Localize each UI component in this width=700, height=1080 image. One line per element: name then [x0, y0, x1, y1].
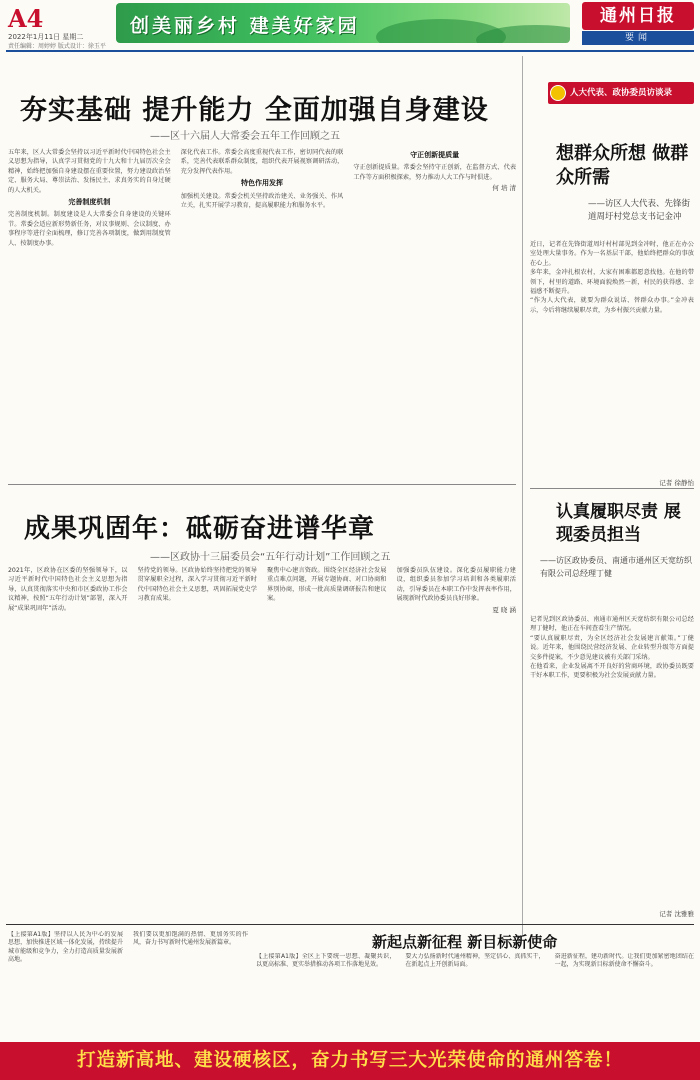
section-heading: 完善制度机制 [68, 198, 111, 207]
article2-subhead: ——区政协十三届委员会“五年行动计划”工作回顾之五 [150, 552, 391, 563]
bottom-rule [6, 924, 694, 925]
paragraph: 在他看来，企业发展离不开良好的营商环境，政协委员既要干好本职工作，更要积极为社会发展贡献力量。 [530, 663, 694, 680]
paragraph: 要大力弘扬新时代通州精神，坚定信心、真抓实干，在新起点上开创新局面。 [405, 953, 545, 969]
paragraph: 奋进新征程，建功新时代。让我们更加紧密地团结在一起，为实现新目标新使命不懈奋斗。 [554, 953, 694, 969]
paragraph: 记者见到区政协委员、南通市通州区天宽纺织有限公司总经理丁健时，他正在车间查看生产情况。 [530, 616, 694, 633]
article1-author: 何 培 清 [492, 184, 517, 193]
interview1-title: 想群众所想 做群众所需 [556, 143, 689, 188]
dateline: 2022年1月11日 星期二 [8, 33, 84, 41]
paragraph: 聚焦中心建言资政。围绕全区经济社会发展重点难点问题，开展专题协商、对口协商和界别协商，形成一批高质量调研报告和建议案。 [267, 567, 387, 603]
article-divider [8, 484, 516, 485]
paragraph: 坚持党的领导。区政协始终坚持把党的领导贯穿履职全过程，深入学习贯彻习近平新时代中国特色社会主义思想，巩固拓展党史学习教育成果。 [137, 567, 257, 603]
paragraph: 多年来，金冲扎根农村，大家有困难都愿意找他。在他的带领下，村里的道路、环境面貌焕然一新，村民的获得感、幸福感不断提升。 [530, 269, 694, 296]
interview-divider [530, 488, 694, 489]
column-divider [522, 56, 523, 936]
banner-slogan: 创美丽乡村 建美好家园 [130, 15, 360, 37]
interview2-subtitle: ——访区政协委员、南通市通州区天宽纺织有限公司总经理丁健 [540, 556, 692, 578]
rural-banner [116, 3, 570, 43]
article1-body [8, 148, 516, 476]
article2-author: 夏 晓 涵 [492, 605, 516, 614]
article1-headline: 夯实基础 提升能力 全面加强自身建设 [20, 95, 489, 126]
paragraph: 五年来，区人大常委会坚持以习近平新时代中国特色社会主义思想为指导，认真学习贯彻党的十九大和十九届历次全会精神，始终把加强自身建设摆在重要位置，努力建设政治坚定、服务大局、尊崇法治、发扬民主、求真务实的自身过硬的人大机关。 [8, 149, 171, 194]
interview2-title: 认真履职尽责 展现委员担当 [556, 502, 681, 545]
section-heading: 守正创新提质量 [410, 151, 460, 159]
paragraph: “作为人大代表，就要为群众说话、替群众办事。”金冲表示，今后将继续履职尽责，为乡村振兴贡献力量。 [530, 297, 694, 314]
article2-body [8, 566, 516, 911]
bottom-headline: 新起点新征程 新目标新使命 [372, 933, 558, 951]
article1-column [353, 148, 516, 476]
continued-article-right [256, 953, 694, 1035]
paragraph: 加强机关建设。常委会机关坚持政治建关、业务强关、作风立关，扎实开展学习教育，提高履职能力和服务水平。 [180, 192, 344, 210]
article1-column [8, 148, 171, 476]
article1-subhead: ——区十六届人大常委会五年工作回顾之五 [150, 131, 340, 142]
bottom-column [8, 931, 123, 1035]
bottom-column [405, 953, 544, 1035]
bottom-column [256, 953, 395, 1035]
paragraph: 守正创新提质量。常委会坚持守正创新，在监督方式、代表工作等方面积极探索，努力推动人大工作与时俱进。 [353, 164, 517, 181]
article2-column [138, 566, 258, 911]
article1-column [181, 148, 344, 476]
bottom-column [555, 953, 694, 1035]
paragraph: 【上接第A1版】坚持以人民为中心的发展思想，加快推进区域一体化发展，持续提升城市能级和竞争力，全力打造高质量发展新高地。 [8, 931, 123, 964]
paragraph: 2021年，区政协在区委的坚强领导下，以习近平新时代中国特色社会主义思想为指导，认真贯彻落实中央和市区委政协工作会议精神，按照“五年行动计划”部署，深入开展“成果巩固年”活动。 [8, 567, 128, 612]
section-label: 要闻 [582, 31, 694, 45]
footer-slogan: 打造新高地、建设硬核区，奋力书写三大光荣使命的通州答卷！ [0, 1042, 700, 1080]
continued-article-left [8, 931, 248, 1035]
paragraph: 我们要以更加饱满的热情、更加务实的作风，奋力书写新时代通州发展新篇章。 [133, 931, 248, 947]
page-number: A4 [8, 4, 44, 33]
top-rule [6, 50, 694, 52]
article2-column [8, 566, 128, 911]
paragraph: 深化代表工作。常委会高度重视代表工作，密切同代表的联系，完善代表联系群众制度，组织代表开展视察调研活动，充分发挥代表作用。 [180, 149, 344, 175]
interview1-body [530, 240, 694, 473]
emblem-icon [550, 85, 566, 101]
paragraph: 完善制度机制。制度建设是人大常委会自身建设的关键环节。常委会适应新形势新任务，对议事规则、会议制度、办事程序等进行全面梳理，修订完善各项制度，做到用制度管人、按制度办事。 [8, 211, 171, 247]
article2-headline: 成果巩固年：砥砺奋进谱华章 [24, 514, 376, 544]
section-heading: 特色作用发挥 [241, 179, 283, 188]
paragraph: 近日，记者在先锋街道周圩村村部见到金冲时，他正在办公室处理大量事务。作为一名基层干部，他始终把群众的事放在心上。 [530, 241, 694, 267]
interview-badge: 人大代表、政协委员访谈录 [548, 82, 694, 104]
paragraph: 加强委员队伍建设。深化委员履职能力建设，组织委员参加学习培训和各类履职活动，引导委员在本职工作中发挥表率作用，展现新时代政协委员良好形象。 [396, 567, 516, 603]
article2-column [267, 566, 387, 911]
bottom-column [133, 931, 248, 1035]
article2-column [397, 566, 517, 911]
interview1-subtitle: ——访区人大代表、先锋街道周圩村党总支书记金冲 [588, 199, 691, 222]
interview1-author: 记者 徐静怡 [659, 479, 694, 487]
interview2-author: 记者 沈雅雅 [659, 910, 694, 918]
newspaper-logo: 通州日报 [582, 2, 694, 30]
editor-byline: 责任编辑：周婷婷 版式设计：徐玉平 [8, 43, 106, 50]
paragraph: “要认真履职尽责，为全区经济社会发展建言献策。”丁健说。近年来，他围绕民营经济发展、企业转型升级等方面提交多件提案，不少意见建议被有关部门采纳。 [530, 634, 694, 661]
paragraph: 【上接第A1版】全区上下要统一思想、凝聚共识，以更高标准、更实举措推动各项工作落地见效。 [256, 953, 396, 969]
interview2-body [530, 615, 694, 905]
